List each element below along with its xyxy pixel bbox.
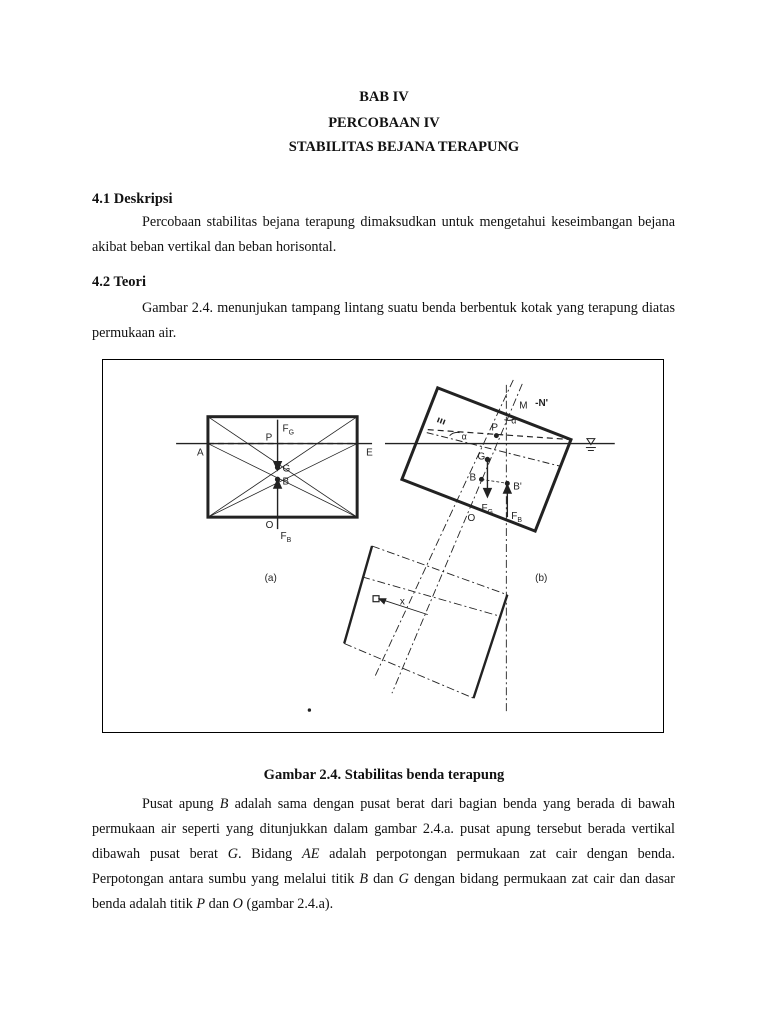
- page-title: STABILITAS BEJANA TERAPUNG: [288, 139, 520, 155]
- section-heading-deskripsi: 4.1 Deskripsi: [92, 191, 173, 207]
- label-tag-a: (a): [264, 572, 277, 584]
- small-marker: [373, 596, 379, 602]
- hatch-mark: [438, 420, 446, 423]
- angle-arc-w: [450, 432, 460, 435]
- figure-floating-body-stability: [102, 359, 664, 733]
- lower-box-bottom: [344, 643, 473, 698]
- section-heading-teori: 4.2 Teori: [92, 274, 146, 290]
- label-fb-b: $F_B$: [511, 511, 523, 525]
- point-p-b: [494, 434, 498, 438]
- label-fg-b: $F_G$: [481, 503, 493, 517]
- label-tag-b: (b): [535, 572, 548, 584]
- chapter-title: BAB IV: [359, 89, 409, 105]
- point-g-a: [275, 465, 279, 469]
- diagram-a: [176, 417, 372, 532]
- point-g-b: [485, 457, 489, 461]
- x-arrowhead: [379, 599, 386, 604]
- figure-diagram: [103, 360, 663, 732]
- water-symbol: [586, 439, 596, 451]
- label-fg-a: $F_G$: [282, 423, 295, 437]
- label-g-b: G: [477, 451, 486, 463]
- label-fb-a: $F_B$: [280, 531, 292, 545]
- figure-caption: Gambar 2.4. Stabilitas benda terapung: [263, 767, 505, 783]
- paragraph-teori: Gambar 2.4. menunjukan tampang lintang suatu benda berbentuk kotak yang terapung diatas permukaan air.: [92, 300, 675, 341]
- lower-box-left: [344, 546, 372, 643]
- experiment-title: PERCOBAAN IV: [328, 115, 440, 131]
- point-b-a: [275, 477, 279, 481]
- fg-arrowhead-b: [483, 488, 491, 497]
- diagram-b: [308, 380, 615, 714]
- label-g-a: G: [282, 463, 291, 475]
- stray-dot: [308, 709, 310, 711]
- label-n-b: -N': [535, 397, 549, 409]
- label-m-b: M: [519, 400, 528, 412]
- label-o-b: O: [467, 513, 476, 525]
- label-p-b: P: [491, 422, 499, 434]
- label-alpha2-b: α: [461, 431, 467, 442]
- label-x-b: x: [399, 596, 405, 608]
- label-b-a: B: [282, 476, 290, 488]
- tilted-axis-2: [392, 384, 522, 693]
- lower-box-top: [372, 546, 507, 595]
- label-b-prime-b: B': [513, 481, 522, 493]
- b-shift-line: [481, 479, 507, 483]
- lower-box-right: [474, 595, 508, 698]
- paragraph-pusat-apung: Pusat apung B adalah sama dengan pusat berat dari bagian benda yang berada di bawah permukaan air seperti yang ditunjukkan dalam gambar 2.4.a. pusat apung tersebut berada vertikal dibawah pusat berat G. Bidang AE adalah perpotongan permukaan zat cair dengan benda. Perpotongan antara sumbu yang melalui titik B dan G dengan bidang permukaan zat cair dan dasar benda adalah titik P dan O (gambar 2.4.a).: [92, 796, 676, 912]
- label-a-point: A: [197, 447, 204, 459]
- paragraph-deskripsi: Percobaan stabilitas bejana terapung dimaksudkan untuk mengetahui keseimbangan bejana akibat beban vertikal dan beban horisontal.: [92, 214, 675, 255]
- label-o-a: O: [265, 520, 274, 532]
- label-b-b: B: [469, 472, 477, 484]
- label-p-a: P: [265, 432, 273, 444]
- label-alpha-b: α: [511, 415, 517, 426]
- lower-mid-line: [362, 577, 501, 617]
- point-b-prime: [505, 481, 509, 485]
- label-e-point: E: [366, 447, 373, 459]
- labels-a: [197, 424, 373, 584]
